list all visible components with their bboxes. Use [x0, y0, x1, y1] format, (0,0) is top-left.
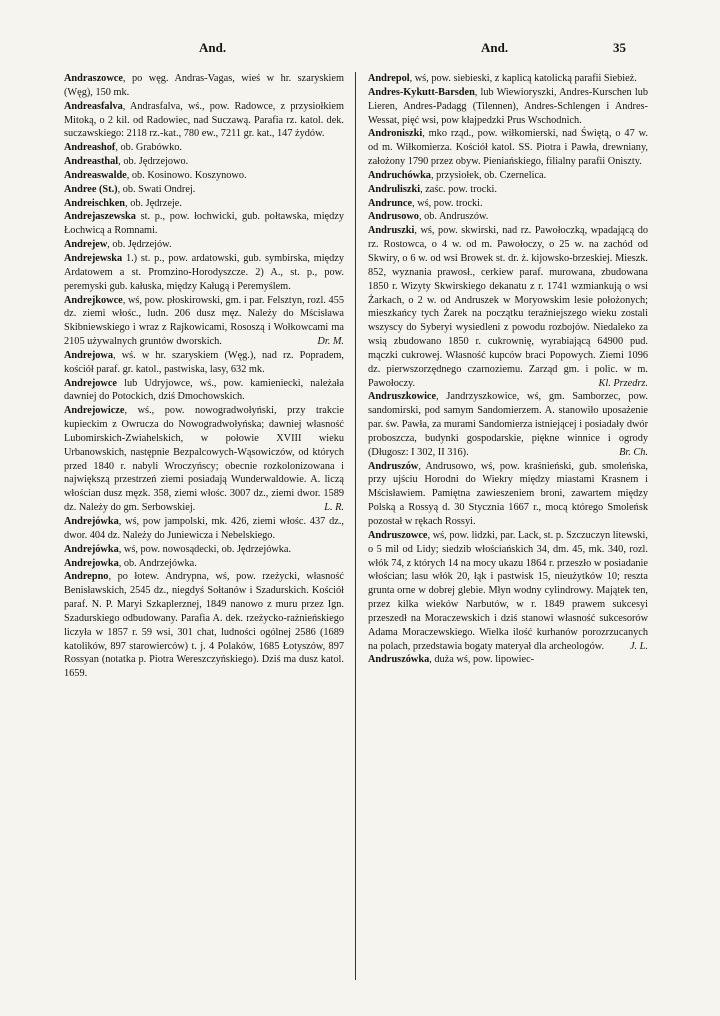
entry-text: , Andrasfalva, wś., pow. Radowce, z przysiołkiem Mitoką, o 2 kil. od Radowiec, nad Suczawą. Parafia rz. katol. dek. suczawskiego: 2118 rz.-kat., 780 ew., 7211 gr. kat., 147 żydów. [64, 100, 344, 140]
entry-text: , po łotew. Andrypna, wś, pow. rzeżycki, własność Benisławskich, 2545 dz., niegdyś Sołtanów i Szadurskich. Kościół paraf. N. P. Maryi Szkaplerznej, 1849 nanowo z muru przez Ign. Szadurskiego odbudowany. Parafia A. dek. rzeżycko-rażnieńskiego liczyła w 1857 r. 59 wsi, 301 chat, ludności ogólnej 2586 (1689 katolików, 897 starowierców) t. j. 4 Polaków, 1685 Łotyszów, 897 Rossyan (notatka p. Piotra Wereszczyńskiego). Dziś ma dusz katol. 1659. [64, 571, 344, 680]
entry-headword: Andrejowka [64, 557, 119, 569]
dictionary-entry [368, 529, 648, 654]
dictionary-entry [368, 390, 648, 459]
entry-text: , ob. Kosinowo. Koszynowo. [126, 169, 247, 181]
dictionary-entry [368, 197, 648, 211]
entry-headword: Andres-Kykutt-Barsden [368, 86, 475, 98]
entry-headword: Andrunce [368, 197, 413, 209]
entry-headword: Andreaswalde [64, 169, 127, 181]
entry-text: , wś, pow. płoskirowski, gm. i par. Felsztyn, rozl. 455 dz. ziemi włośc., ludn. 206 dusz męz. Należy do Mścisława Skibniewskiego i wraz z Rajkowicami, Rososzą i Wołkowcami ma 2105 używalnych gruntów dworskich. [64, 294, 344, 348]
dictionary-entry [64, 543, 344, 557]
entry-text: , ob. Jędrzeje. [125, 197, 182, 209]
entry-author: L. R. [324, 502, 344, 514]
entry-text: , ob. Andruszów. [418, 211, 489, 223]
dictionary-entry [64, 515, 344, 543]
dictionary-entry [64, 155, 344, 169]
dictionary-entry [368, 72, 648, 86]
entry-headword: Andree (St.) [64, 183, 118, 195]
entry-headword: Andrusowo [368, 211, 419, 223]
dictionary-entry [64, 183, 344, 197]
dictionary-entry [64, 349, 344, 377]
dictionary-entry [368, 460, 648, 529]
dictionary-entry [64, 210, 344, 238]
entry-text: , ob. Jędrzejów. [107, 239, 172, 251]
entry-text: , wś, pow. skwirski, nad rz. Pawołoczką, wpadającą do rz. Rostowca, o 4 w. od m. Pawołoczy, o 25 w. na zachód od Skwiry, o 6 w. od wsi Browek st. dr. ż. kijowsko-brzeskiej. Mieszk. 852, wyznania prawosł., cerkiew paraf. murowana, zbudowana 1850 r. Wizyty Skwirskiego dekanatu z r. 1741 wzmiankują o wsi Żarkach, o 2 w. od Andruszek w Moryowskim lesie położonych; mieszkańcy tych Żarek na początku teraźniejszego wieku zostali wszyscy do Syberyi wysiedleni z powodu rozbojów. Niedaleko za wsią zbudowano 1850 r. cukrownię, wyrabiającą 64900 pud. mączki cukrowej. Własność kupców braci Popowych. Ziemi 1096 dz. pierwszorzędnego czarnoziemu. Zarząd gm. i polic. w m. Pawołoczy. [368, 225, 648, 389]
entry-headword: Andruszów [368, 460, 419, 472]
entry-headword: Andrejowicze [64, 405, 125, 417]
entry-headword: Andraszowce [64, 73, 123, 84]
entry-text: , duża wś, pow. lipowiec- [429, 654, 535, 666]
entry-headword: Andrejewska [64, 252, 123, 264]
dictionary-entry [64, 197, 344, 211]
entry-headword: Andreashof [64, 142, 116, 154]
entry-headword: Andruliszki [368, 183, 421, 195]
entry-text: , ob. Jędrzejowo. [118, 156, 189, 168]
dictionary-entry [368, 127, 648, 169]
entry-headword: Andrejowce [64, 377, 117, 389]
dictionary-entry [64, 238, 344, 252]
entry-headword: Andrejówka [64, 516, 119, 527]
entry-author: J. L. [629, 640, 648, 652]
page-number: 35 [613, 40, 626, 55]
entry-headword: Andrepol [368, 73, 410, 84]
right-column [368, 72, 648, 667]
dictionary-entry [368, 86, 648, 128]
entry-text: , wś, pow. lidzki, par. Lack, st. p. Szczuczyn litewski, o 5 mil od Lidy; siedzib włościańskich 34, dm. 45, mk. 340, rozl. włók 74, z których 14 na mocy ukazu 1864 r. przeszło w posiadanie włościan; lasu włók 20, łąk i pastwisk 15, nieużytków 10; reszta grunta orne w dobrej glebie. Młyn wodny cylindrowy. Majątek ten, przez kilka wieków Narbutów, w r. 1849 prawem sukcesyi przeszedł na Moraczewskich i dziś stanowi własność sukcesorów Adama Moraczewskiego. Wielka ilość kurhanów porozrzucanych na polach, przedstawia bogaty materyał dla archeologów. [368, 529, 648, 652]
dictionary-entry [368, 653, 648, 667]
column-divider [355, 72, 356, 980]
entry-text: 1.) st. p., pow. ardatowski, gub. symbirska, między Ardatowem a st. Promzino-Horodyszcze. 2) A., st. p., pow. peremyski gub. kałuska, między Kaługą i Peremyślem. [64, 252, 344, 292]
entry-text: , wś, pow jampolski, mk. 426, ziemi włośc. 437 dz., dwor. 404 dz. Należy do Juniewicza i Nebelskiego. [64, 516, 344, 541]
entry-text: , Jandrzyszkowice, wś, gm. Samborzec, pow. sandomirski, pod samym Sandomierzem. A. stanowiło uposażenie par. św. Pawła, za murami Sandomierza istniejącej i posiadały dwór proboszcza, budynki gospodarskie, piękne winnice i ogrody (Długosz: I 302, II 316). [368, 391, 648, 458]
entry-text: , po węg. Andras-Vagas, wieś w hr. szaryskiem (Węg), 150 mk. [64, 73, 344, 98]
entry-text: , ob. Grabówko. [115, 142, 182, 154]
entry-headword: Andruchówka [368, 169, 431, 181]
dictionary-entry [64, 377, 344, 405]
entry-text: , zaśc. pow. trocki. [420, 183, 497, 195]
entry-author: Kl. Przedrz. [598, 377, 648, 389]
entry-headword: Andruszowce [368, 529, 428, 541]
dictionary-entry [64, 72, 344, 100]
entry-text: , wś, pow. trocki. [412, 197, 483, 209]
entry-headword: Andrejówka [64, 543, 119, 555]
entry-text: lub Udryjowce, wś., pow. kamieniecki, należała dawniej do Potockich, dziś Dmochowskich. [64, 377, 344, 403]
entry-headword: Andrepno [64, 571, 109, 583]
dictionary-entry [368, 169, 648, 183]
entry-headword: Andruszki [368, 225, 415, 237]
entry-headword: Andruszówka [368, 654, 430, 666]
entry-headword: Andruszkowice [368, 391, 437, 403]
entry-text: , ob. Swati Ondrej. [117, 183, 196, 195]
dictionary-entry [368, 210, 648, 224]
entry-text: , wś. w hr. szaryskiem (Węg.), nad rz. Popradem, kościół paraf. gr. katol., pastwiska, lasy, 632 mk. [64, 349, 344, 375]
entry-text: , przysiołek, ob. Czernelica. [430, 169, 547, 181]
running-head-left: And. [199, 40, 227, 55]
entry-headword: Andreasfalva [64, 100, 123, 112]
dictionary-entry [64, 141, 344, 155]
entry-headword: Andreischken [64, 197, 126, 209]
entry-headword: Andrejowa [64, 349, 114, 361]
dictionary-entry [64, 169, 344, 183]
entry-author: Br. Ch. [619, 446, 648, 458]
entry-text: st. p., pow. łochwicki, gub. połtawska, między Łochwicą a Romnami. [64, 211, 344, 237]
dictionary-entry [64, 404, 344, 515]
entry-text: , wś, pow. nowosądecki, ob. Jędrzejówka. [118, 543, 292, 555]
dictionary-entry [64, 557, 344, 571]
dictionary-entry [368, 183, 648, 197]
entry-text: , mko rząd., pow. wiłkomierski, nad Świętą, o 47 w. od m. Wiłkomierza. Kościół katol. SS. Piotra i Pawła, drewniany, założony 1790 przez obyw. Pieniańskiego, filialny parafii Oniszty. [368, 128, 648, 168]
entry-text: , wś, pow. siebieski, z kaplicą katolicką parafii Siebież. [409, 73, 637, 84]
entry-text: , lub Wiewioryszki, Andres-Kurschen lub Lieren, Andres-Padagg (Tilennen), Andres-Schlengen i Andres-Wessat, pięć wsi, pow kłajpedzki Prus Wschodnich. [368, 86, 648, 126]
entry-headword: Andrejew [64, 239, 108, 251]
entry-headword: Androniszki [368, 128, 423, 140]
running-head-right: And. [481, 40, 509, 55]
left-column [64, 72, 344, 681]
entry-headword: Andreasthal [64, 156, 119, 168]
dictionary-entry [64, 294, 344, 349]
dictionary-entry [368, 224, 648, 390]
entry-text: , ob. Andrzejówka. [118, 557, 197, 569]
dictionary-entry [64, 100, 344, 142]
entry-headword: Andrejaszewska [64, 211, 136, 223]
entry-text: , wś., pow. nowogradwołyński, przy trakcie kupieckim z Owrucza do Nowogradwołyńska; dawniej własność Lubomirskich-Zwiahelskich, w połowie XVIII wieku Urbanowskich, następnie Bezpalcowych-Wąsowiczów, od których przed 1840 r. nabyli Wroczyńscy; obecnie rozkolonizowana i największą przestrzeń ziemi posiadają Wunderwaldowie. A. liczą włościan dusz męzk. 358, ziemi włośc. 3007 dz., ziemi dwor. 1589 dz. Należy do gm. Serbowskiej. [64, 405, 344, 514]
dictionary-entry [64, 252, 344, 294]
entry-author: Dr. M. [317, 336, 344, 348]
entry-text: , Andrusowo, wś, pow. kraśnieński, gub. smoleńska, przy ujściu Horodni do Wiekry między miastami Krasnem i Mścisławiem. Pamiętna zawieszeniem broni, zawartem między Polską a Rossyą d. 30 Stycznia 1667 r., mocą którego Smoleńsk pozostał w rękach Rossyi. [368, 460, 648, 527]
dictionary-entry [64, 570, 344, 681]
entry-headword: Andrejkowce [64, 294, 123, 306]
